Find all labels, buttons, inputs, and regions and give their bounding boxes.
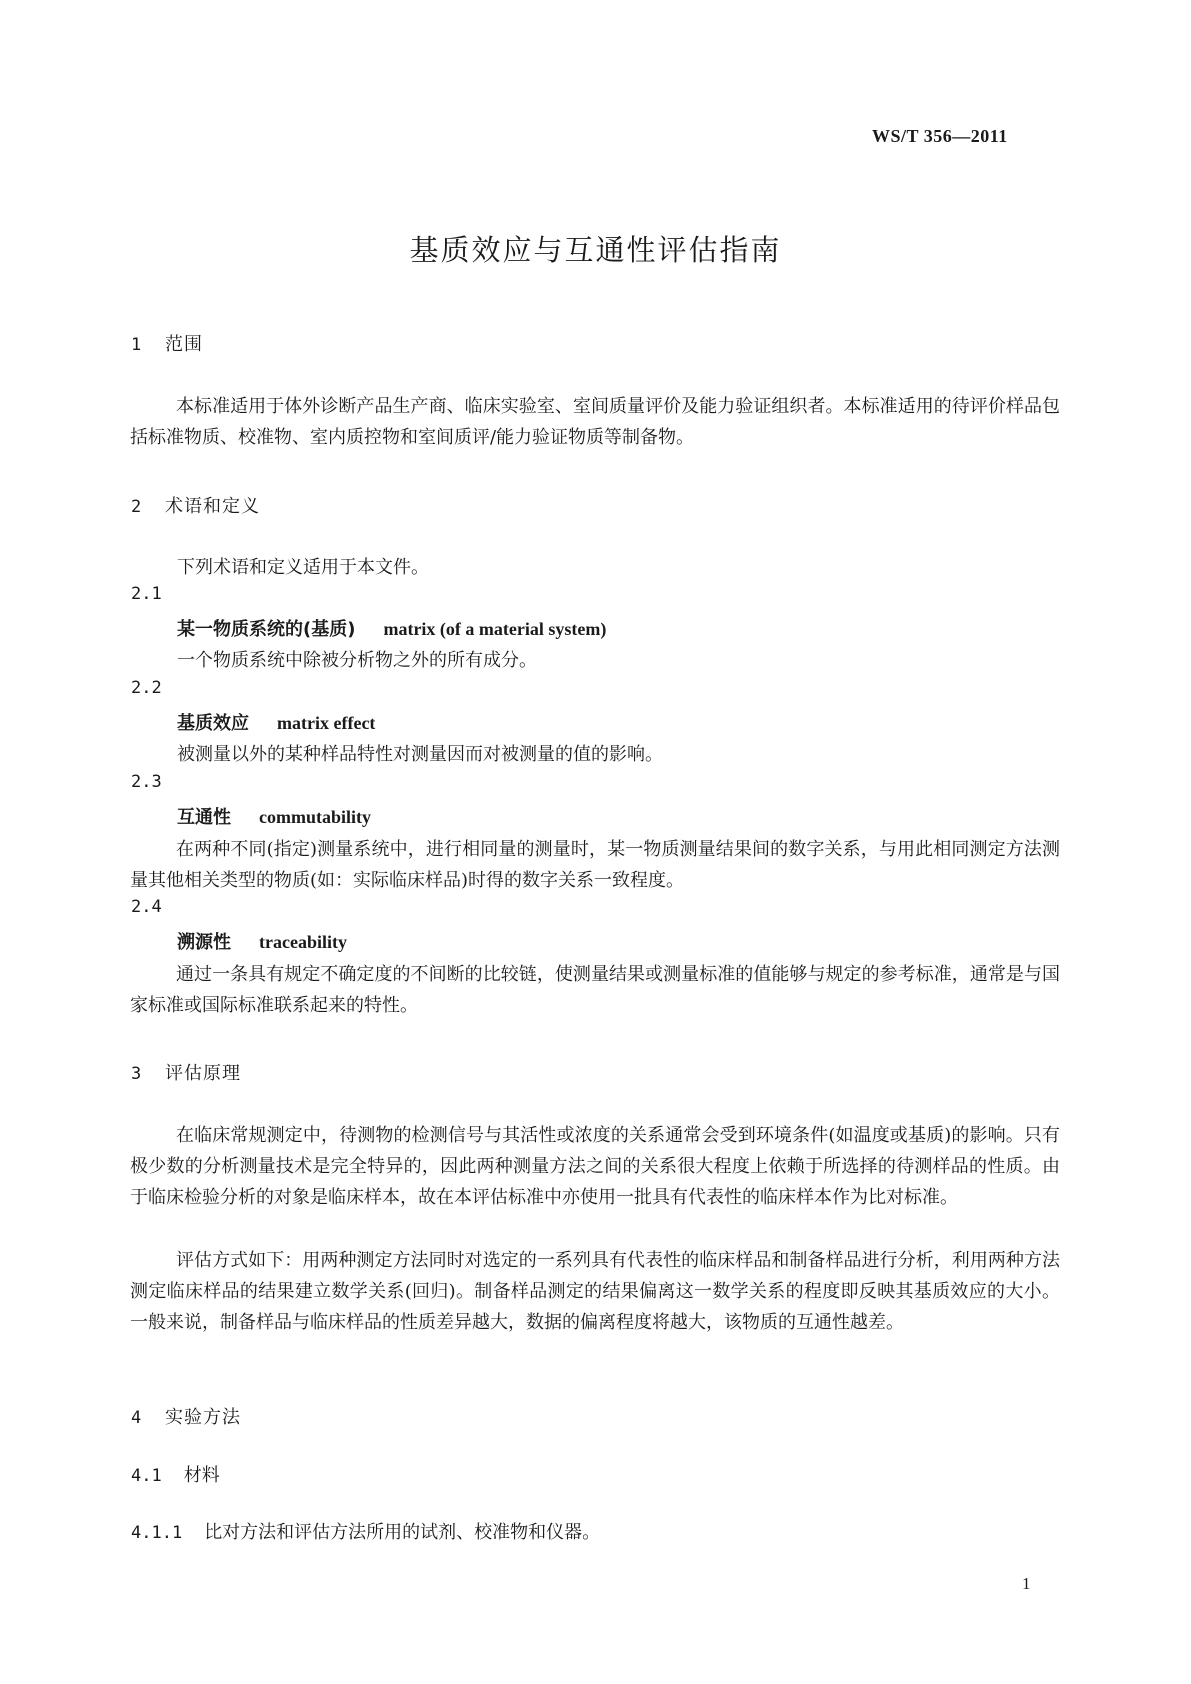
subsection-number: 4.1.1 [131,1523,183,1543]
section-1-heading [131,330,203,356]
terms-intro: 下列术语和定义适用于本文件。 [177,557,429,578]
section-2-heading [131,492,260,518]
section-title: 范围 [165,334,203,355]
document-title: 基质效应与互通性评估指南 [409,233,782,267]
section-title: 实验方法 [165,1407,241,1428]
term-en: commutability [259,807,371,827]
term-zh: 基质效应 [177,713,249,734]
subsection-4-1-heading [131,1461,220,1487]
term-definition: 在两种不同(指定)测量系统中，进行相同量的测量时，某一物质测量结果间的数字关系，与用此相同测定方法测量其他相关类型的物质(如：实际临床样品)时得的数字关系一致程度。 [130,839,1060,891]
term-zh: 某一物质系统的(基质) [177,619,356,640]
section-title: 术语和定义 [165,496,260,517]
term-heading [177,615,606,641]
term-zh: 溯源性 [177,932,231,953]
standard-code: WS/T 356—2011 [872,126,1008,146]
term-en: matrix (of a material system) [383,619,607,639]
term-heading [177,928,347,954]
section-title: 评估原理 [165,1063,241,1084]
term-number: 2.1 [131,584,162,604]
scope-paragraph: 本标准适用于体外诊断产品生产商、临床实验室、室间质量评价及能力验证组织者。本标准适用的待评价样品包括标准物质、校准物、室内质控物和室间质评/能力验证物质等制备物。 [130,396,1060,448]
section-number: 1 [131,335,143,355]
term-heading [177,709,375,735]
subsection-number: 4.1 [131,1466,162,1486]
term-en: matrix effect [277,713,376,733]
term-number: 2.2 [131,678,162,698]
term-number: 2.3 [131,772,162,792]
subsection-title: 材料 [183,1465,220,1486]
term-definition: 通过一条具有规定不确定度的不间断的比较链，使测量结果或测量标准的值能够与规定的参考标准，通常是与国家标准或国际标准联系起来的特性。 [130,964,1060,1016]
principle-paragraph: 在临床常规测定中，待测物的检测信号与其活性或浓度的关系通常会受到环境条件(如温度或基质)的影响。只有极少数的分析测量技术是完全特异的，因此两种测量方法之间的关系很大程度上依赖于所选择的待测样品的性质。由于临床检验分析的对象是临床样本，故在本评估标准中亦使用一批具有代表性的临床样本作为比对标准。 [130,1125,1060,1208]
subsection-4-1-1 [131,1518,600,1544]
term-definition: 一个物质系统中除被分析物之外的所有成分。 [177,650,537,671]
section-number: 4 [131,1408,143,1428]
term-zh: 互通性 [177,807,231,828]
section-number: 2 [131,497,143,517]
principle-paragraph: 评估方式如下：用两种测定方法同时对选定的一系列具有代表性的临床样品和制备样品进行分析，利用两种方法测定临床样品的结果建立数学关系(回归)。制备样品测定的结果偏离这一数学关系的程度即反映其基质效应的大小。一般来说，制备样品与临床样品的性质差异越大，数据的偏离程度将越大，该物质的互通性越差。 [130,1250,1060,1333]
subsection-text: 比对方法和评估方法所用的试剂、校准物和仪器。 [204,1522,601,1543]
term-number: 2.4 [131,897,162,917]
page-number: 1 [1022,1574,1031,1593]
term-en: traceability [259,932,347,952]
term-heading [177,803,371,829]
term-definition: 被测量以外的某种样品特性对测量因而对被测量的值的影响。 [177,744,663,765]
section-4-heading [131,1403,241,1429]
section-number: 3 [131,1064,143,1084]
section-3-heading [131,1059,241,1085]
